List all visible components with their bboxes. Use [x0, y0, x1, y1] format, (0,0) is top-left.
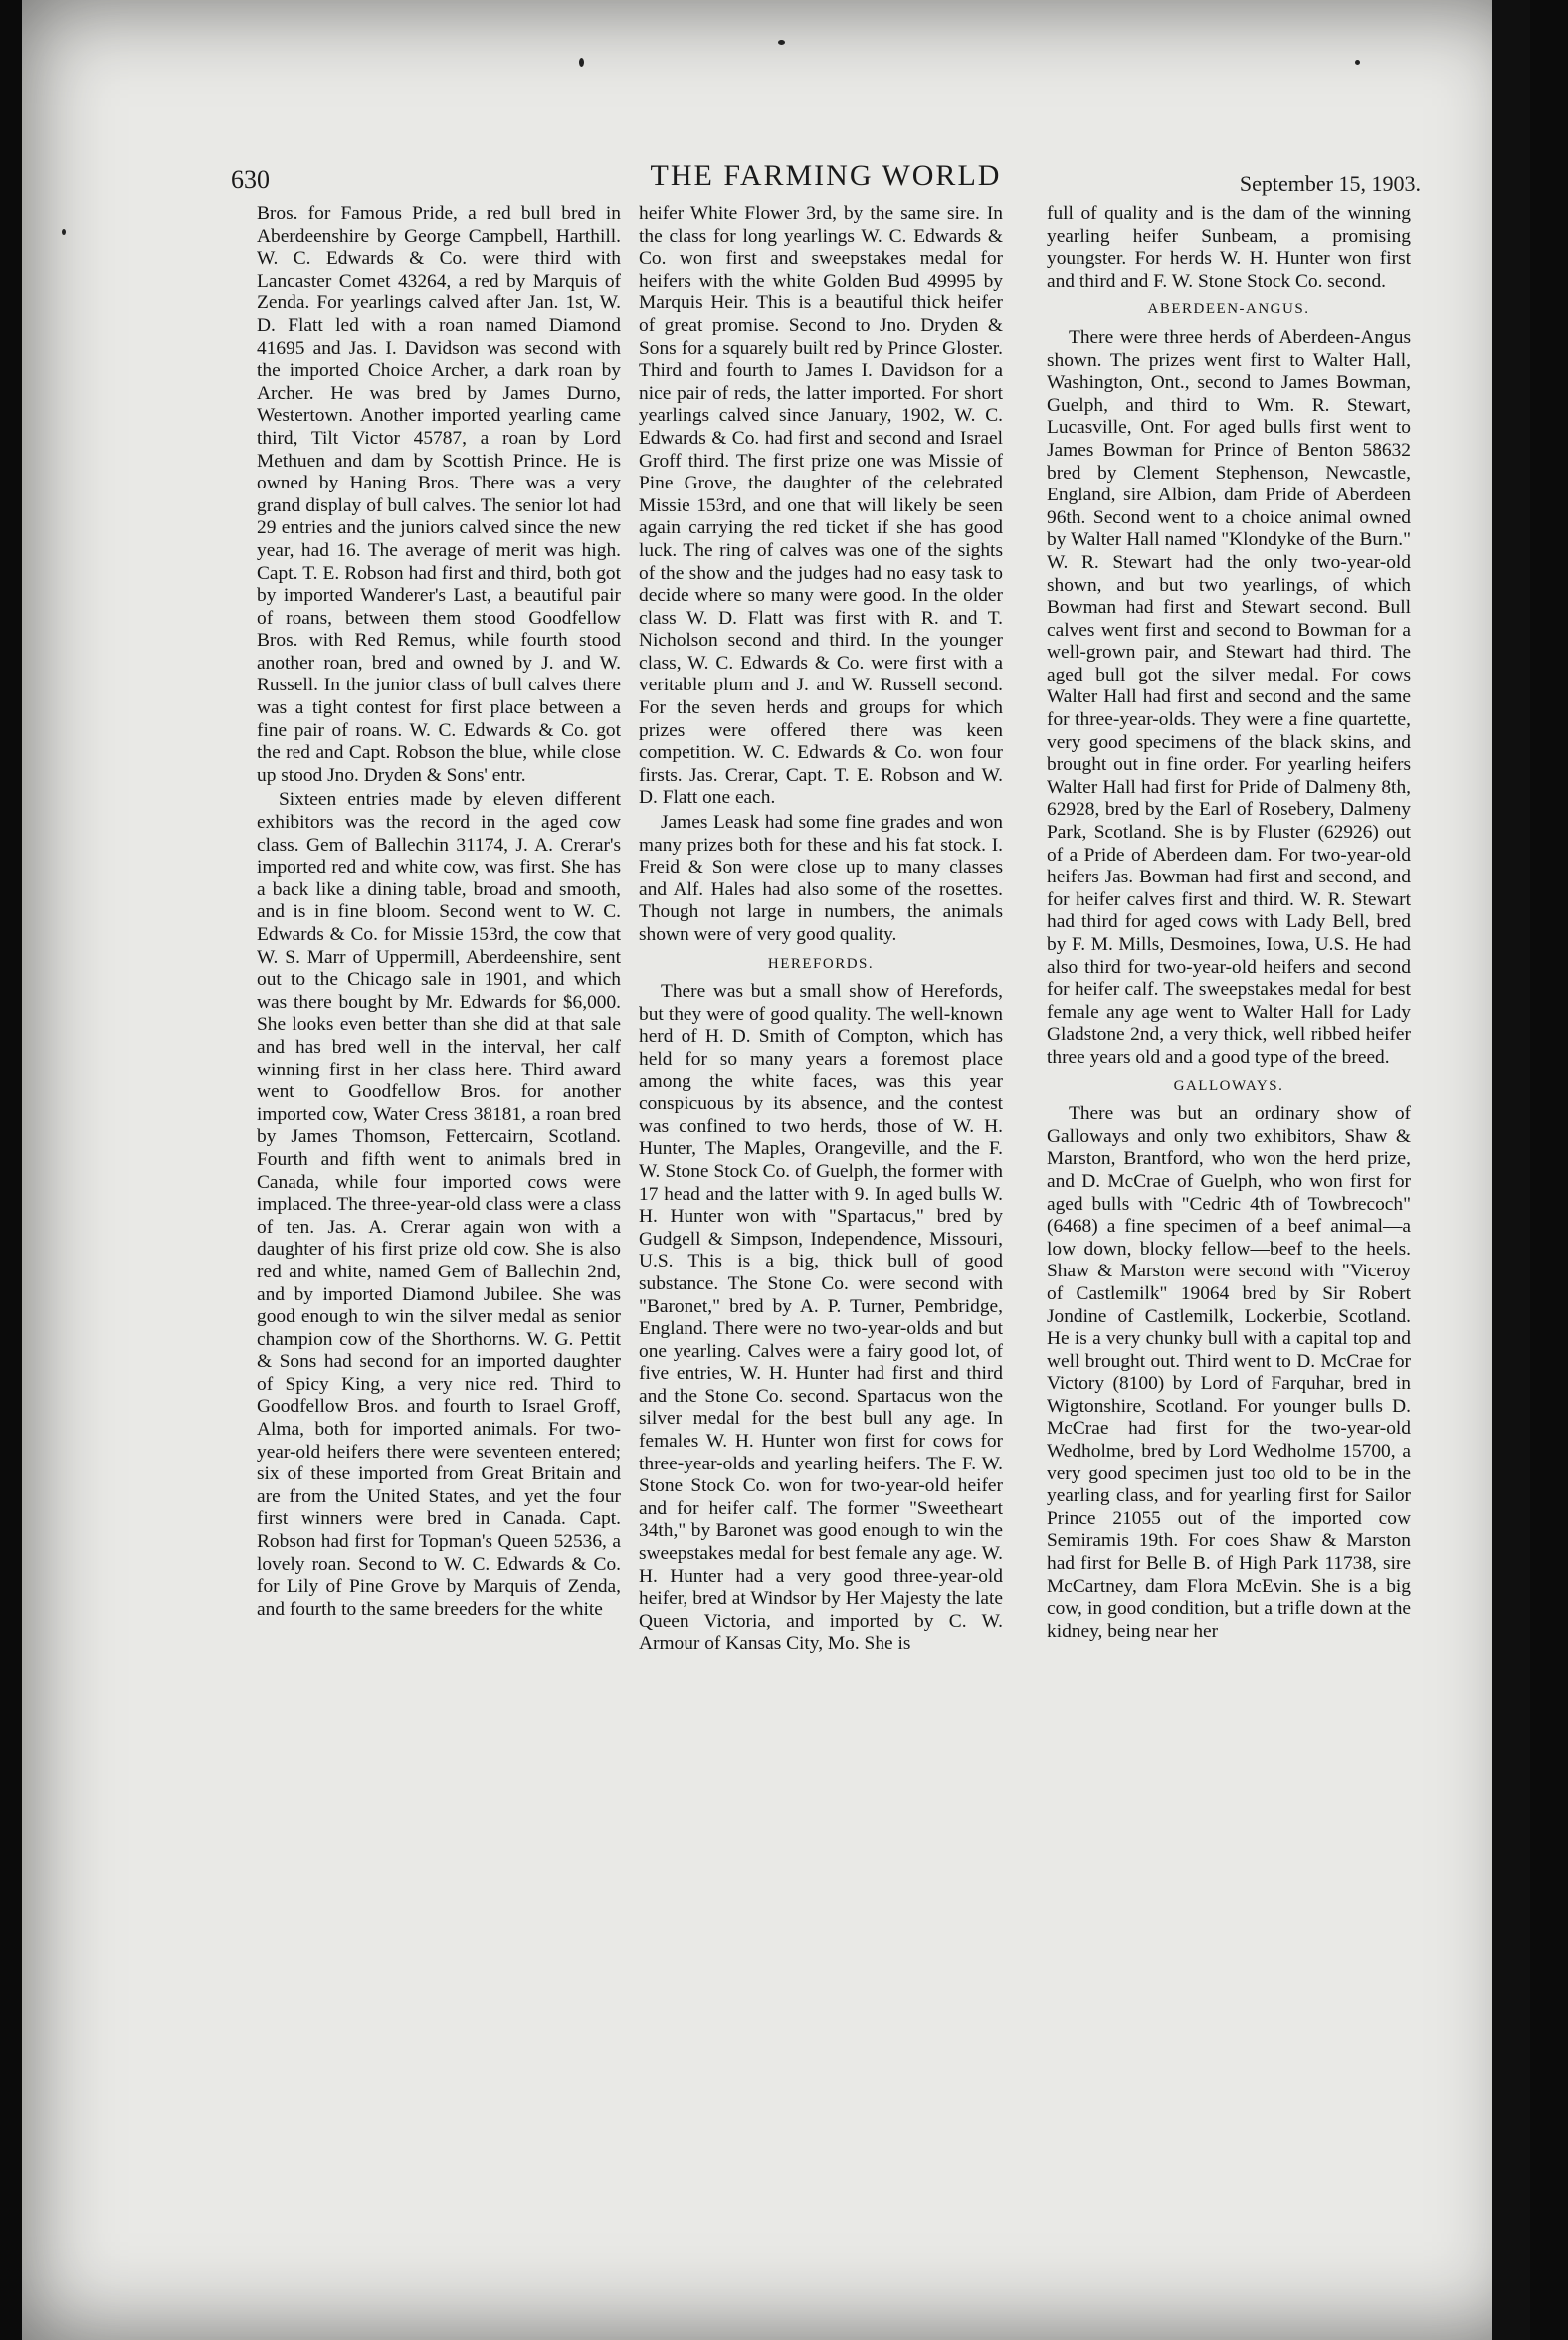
issue-date: September 15, 1903. [1239, 171, 1421, 196]
scan-speck [1355, 60, 1360, 65]
article-paragraph: full of quality and is the dam of the winning yearling heifer Sunbeam, a promising youngster. For herds W. H. Hunter won first and third and F. W. Stone Stock Co. second. [1047, 203, 1411, 292]
article-paragraph: Bros. for Famous Pride, a red bull bred in Aberdeenshire by George Campbell, Harthill. W. C. Edwards & Co. were third with Lancaster Comet 43264, a red by Marquis of Zenda. For yearlings calved after Jan. 1st, W. D. Flatt led with a roan named Diamond 41695 and Jas. I. Davidson was second with the imported Choice Archer, a dark roan by Archer. He was bred by James Durno, Westertown. Another imported yearling came third, Tilt Victor 45787, a roan by Lord Methuen and dam by Scottish Prince. He is owned by Haning Bros. There was a very grand display of bull calves. The senior lot had 29 entries and the juniors calved since the new year, had 16. The average of merit was high. Capt. T. E. Robson had first and third, both got by imported Wanderer's Last, a beautiful pair of roans, between them stood Goodfellow Bros. with Red Remus, while fourth stood another roan, bred and owned by J. and W. Russell. In the junior class of bull calves there was a tight contest for first place between a fine pair of roans. W. C. Edwards & Co. got the red and Capt. Robson the blue, while close up stood Jno. Dryden & Sons' entr. [257, 203, 621, 786]
text-column-2 [639, 203, 1003, 1658]
newspaper-page [22, 0, 1530, 2340]
scan-edge [1492, 0, 1530, 2340]
section-heading: GALLOWAYS. [1173, 1077, 1284, 1094]
article-paragraph: Sixteen entries made by eleven different exhibitors was the record in the aged cow class. Gem of Ballechin 31174, J. A. Crerar's imported red and white cow, was first. She has a back like a dining table, broad and smooth, and is in fine bloom. Second went to W. C. Edwards & Co. for Missie 153rd, the cow that W. S. Marr of Uppermill, Aberdeenshire, sent out to the Chicago sale in 1901, and which was there bought by Mr. Edwards for $6,000. She looks even better than she did at that sale and has bred well in the interval, her calf winning first in her class here. Third award went to Goodfellow Bros. for another imported cow, Water Cress 38181, a roan bred by James Thomson, Fettercairn, Scotland. Fourth and fifth went to animals bred in Canada, while four imported cows were implaced. The three-year-old class were a class of ten. Jas. A. Crerar again won with a daughter of his first prize old cow. She is also red and white, named Gem of Ballechin 2nd, and by imported Diamond Jubilee. She was good enough to win the silver medal as senior champion cow of the Shorthorns. W. G. Pettit & Sons had second for an imported daughter of Spicy King, a very nice red. Third to Goodfellow Bros. and fourth to Israel Groff, Alma, both for imported animals. For two-year-old heifers there were seventeen entered; six of these imported from Great Britain and are from the United States, and yet the four first winners were bred in Canada. Capt. Robson had first for Topman's Queen 52536, a lovely roan. Second to W. C. Edwards & Co. for Lily of Pine Grove by Marquis of Zenda, and fourth to the same breeders for the white [257, 789, 621, 1620]
publication-title: THE FARMING WORLD [650, 159, 1002, 192]
article-paragraph: heifer White Flower 3rd, by the same sire. In the class for long yearlings W. C. Edwards & Co. won first and sweepstakes medal for heifers with the white Golden Bud 49995 by Marquis Heir. This is a beautiful thick heifer of great promise. Second to Jno. Dryden & Sons for a squarely built red by Prince Gloster. Third and fourth to James I. Davidson for a nice pair of reds, the latter imported. For short yearlings calved since January, 1902, W. C. Edwards & Co. had first and second and Israel Groff third. The first prize one was Missie of Pine Grove, the daughter of the celebrated Missie 153rd, and one that will likely be seen again carrying the red ticket if she has good luck. The ring of calves was one of the sights of the show and the judges had no easy task to decide where so many were good. In the older class W. D. Flatt was first with R. and T. Nicholson second and third. In the younger class, W. C. Edwards & Co. were first with a veritable plum and J. and W. Russell second. For the seven herds and groups for which prizes were offered there was keen competition. W. C. Edwards & Co. won four firsts. Jas. Crerar, Capt. T. E. Robson and W. D. Flatt one each. [639, 203, 1003, 809]
scan-speck [62, 229, 66, 235]
section-heading: ABERDEEN-ANGUS. [1147, 301, 1310, 318]
text-column-1 [257, 203, 621, 1623]
article-paragraph: There was but a small show of Herefords, but they were of good quality. The well-known herd of H. D. Smith of Compton, which has held for so many years a foremost place among the white faces, was this year conspicuous by its absence, and the contest was confined to two herds, those of W. H. Hunter, The Maples, Orangeville, and the F. W. Stone Stock Co. of Guelph, the former with 17 head and the latter with 9. In aged bulls W. H. Hunter won with "Spartacus," bred by Gudgell & Simpson, Independence, Missouri, U.S. This is a big, thick bull of good substance. The Stone Co. were second with "Baronet," bred by A. P. Turner, Pembridge, England. There were no two-year-olds and but one yearling. Calves were a fairy good lot, of five entries, W. H. Hunter had first and third and the Stone Co. second. Spartacus won the silver medal for the best bull any age. In females W. H. Hunter won first for cows for three-year-olds and yearling heifers. The F. W. Stone Stock Co. won for two-year-old heifer and for heifer calf. The former "Sweetheart 34th," by Baronet was good enough to win the sweepstakes medal for best female any age. W. H. Hunter had a very good three-year-old heifer, bred at Windsor by Her Majesty the late Queen Victoria, and imported by C. W. Armour of Kansas City, Mo. She is [639, 981, 1003, 1655]
page-number: 630 [231, 165, 270, 194]
text-column-3 [1047, 203, 1411, 1645]
page-header [231, 159, 1421, 199]
section-heading: HEREFORDS. [767, 955, 875, 972]
scan-speck [579, 58, 584, 67]
article-paragraph: There were three herds of Aberdeen-Angus shown. The prizes went first to Walter Hall, Washington, Ont., second to James Bowman, Guelph, and third to Wm. R. Stewart, Lucasville, Ont. For aged bulls first went to James Bowman for Prince of Benton 58632 bred by Clement Stephenson, Newcastle, England, sire Albion, dam Pride of Aberdeen 96th. Second went to a choice animal owned by Walter Hall named "Klondyke of the Burn." W. R. Stewart had the only two-year-old shown, and but two yearlings, of which Bowman had first and Stewart second. Bull calves went first and second to Bowman for a well-grown pair, and Stewart had third. The aged bull got the silver medal. For cows Walter Hall had first and second and the same for three-year-olds. They were a fine quartette, very good specimens of the black skins, and brought out in fine order. For yearling heifers Walter Hall had first for Pride of Dalmeny 8th, 62928, bred by the Earl of Rosebery, Dalmeny Park, Scotland. She is by Fluster (62926) out of a Pride of Aberdeen dam. For two-year-old heifers Jas. Bowman had first and second, and for heifer calves first and third. W. R. Stewart had third for aged cows with Lady Bell, bred by F. M. Mills, Desmoines, Iowa, U.S. He had also third for two-year-old heifers and second for heifer calf. The sweepstakes medal for best female any age went to Walter Hall for Lady Gladstone 2nd, a very thick, well ribbed heifer three years old and a good type of the breed. [1047, 326, 1411, 1068]
scan-speck [778, 40, 785, 45]
article-paragraph: There was but an ordinary show of Galloways and only two exhibitors, Shaw & Marston, Brantford, who won the herd prize, and D. McCrae of Guelph, who won first for aged bulls with "Cedric 4th of Towbrecoch" (6468) a fine specimen of a beef animal—a low down, blocky fellow—beef to the heels. Shaw & Marston were second with "Viceroy of Castlemilk" 19064 bred by Sir Robert Jondine of Castlemilk, Lockerbie, Scotland. He is a very chunky bull with a capital top and well brought out. Third went to D. McCrae for Victory (8100) by Lord of Farquhar, bred in Wigtonshire, Scotland. For younger bulls D. McCrae had first for the two-year-old Wedholme, bred by Lord Wedholme 15700, a very good specimen just too old to be in the yearling class, and for yearling first for Sailor Prince 21055 out of the imported cow Semiramis 19th. For coes Shaw & Marston had first for Belle B. of High Park 11738, sire McCartney, dam Flora McEvin. She is a big cow, in good condition, but a trifle down at the kidney, being near her [1047, 1103, 1411, 1642]
article-paragraph: James Leask had some fine grades and won many prizes both for these and his fat stock. I. Freid & Son were close up to many classes and Alf. Hales had also some of the rosettes. Though not large in numbers, the animals shown were of very good quality. [639, 812, 1003, 945]
